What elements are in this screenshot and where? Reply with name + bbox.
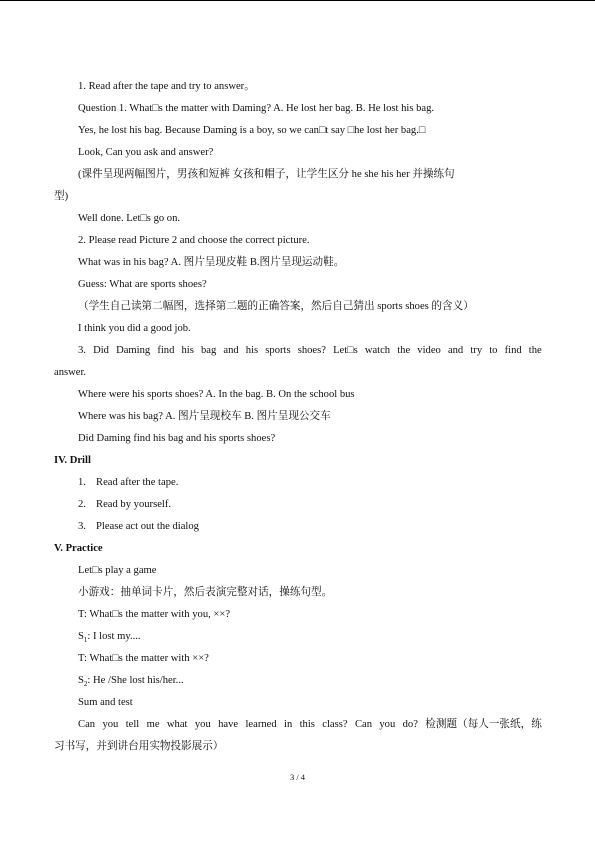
page-top-border <box>0 0 595 1</box>
paragraph: Let□s play a game <box>78 565 157 576</box>
paragraph: Question 1. What□s the matter with Daming? A. He lost her bag. B. He lost his bag. <box>78 103 435 114</box>
paragraph: 习书写，并到讲台用实物投影展示） <box>54 741 224 752</box>
paragraph: 型) <box>54 191 69 202</box>
word: this <box>299 719 315 730</box>
word: you <box>379 719 396 730</box>
word: me <box>146 719 160 730</box>
word: try <box>470 345 483 356</box>
paragraph: Yes, he lost his bag. Because Daming is a boy, so we can□t say □he lost her bag.□ <box>78 125 426 136</box>
word: bag <box>200 345 217 356</box>
word: his <box>245 345 259 356</box>
word: shoes? <box>297 345 326 356</box>
word: Can <box>354 719 373 730</box>
paragraph: Sum and test <box>78 697 133 708</box>
paragraph: Where were his sports shoes? A. In the bag. B. On the school bus <box>78 389 355 400</box>
word: have <box>218 719 239 730</box>
word: the <box>397 345 411 356</box>
dialog-line <box>78 630 141 647</box>
paragraph: Well done. Let□s go on. <box>78 213 181 224</box>
list-item <box>78 498 171 512</box>
paragraph: Look, Can you ask and answer? <box>78 147 214 158</box>
paragraph: 2. Please read Picture 2 and choose the correct picture. <box>78 235 310 246</box>
list-item <box>78 476 178 490</box>
list-number: 3. <box>78 521 86 532</box>
word: in <box>284 719 293 730</box>
dialog-text: : He /She lost his/her... <box>87 675 184 686</box>
speaker-letter: S <box>78 631 84 642</box>
word: learned <box>245 719 277 730</box>
paragraph: 1. Read after the tape and try to answer。 <box>78 81 255 92</box>
paragraph: Did Daming find his bag and his sports shoes? <box>78 433 276 444</box>
word: 3. <box>78 345 86 356</box>
justified-paragraph <box>78 344 542 358</box>
word: Let□s <box>333 345 358 356</box>
word: sports <box>265 345 291 356</box>
paragraph: (课件呈现两幅图片，男孩和短裤 女孩和帽子，让学生区分 he she his her 并操练句 <box>78 169 455 180</box>
word: his <box>181 345 194 356</box>
word: you <box>194 719 211 730</box>
list-number: 1. <box>78 477 86 488</box>
speaker-subscript: 1 <box>83 636 88 645</box>
word: Can <box>78 719 96 730</box>
paragraph: （学生自己读第二幅图，选择第二题的正确答案，然后自己猜出 sports shoes 的含义） <box>78 301 474 312</box>
paragraph: 小游戏：抽单词卡片，然后表演完整对话，操练句型。 <box>78 587 333 598</box>
word: and <box>447 345 464 356</box>
paragraph: T: What□s the matter with ××? <box>78 653 209 664</box>
word: and <box>223 345 239 356</box>
word: the <box>528 345 542 356</box>
word: tell <box>125 719 140 730</box>
justified-paragraph <box>78 718 542 732</box>
speaker-subscript: 2 <box>83 680 88 689</box>
dialog-text: : I lost my.... <box>87 631 141 642</box>
list-number: 2. <box>78 499 86 510</box>
word: Daming <box>116 345 151 356</box>
word: you <box>102 719 119 730</box>
speaker-letter: S <box>78 675 84 686</box>
word: what <box>166 719 188 730</box>
word: do? <box>402 719 418 730</box>
paragraph: Guess: What are sports shoes? <box>78 279 207 290</box>
paragraph: I think you did a good job. <box>78 323 191 334</box>
section-heading-practice: V. Practice <box>54 543 103 554</box>
word: find <box>157 345 175 356</box>
list-item-text: Read by yourself. <box>96 499 172 510</box>
list-item-text: Read after the tape. <box>96 477 179 488</box>
paragraph: answer. <box>54 367 87 378</box>
word: 检测题（每人一张纸，练 <box>425 719 542 730</box>
word: Did <box>93 345 109 356</box>
paragraph: What was in his bag? A. 图片呈现皮鞋 B.图片呈现运动鞋。 <box>78 257 345 268</box>
word: watch <box>364 345 391 356</box>
section-heading-drill: IV. Drill <box>54 455 91 466</box>
list-item-text: Please act out the dialog <box>96 521 199 532</box>
word: class? <box>322 719 348 730</box>
dialog-line <box>78 674 184 691</box>
word: video <box>417 345 441 356</box>
paragraph: Where was his bag? A. 图片呈现校车 B. 图片呈现公交车 <box>78 411 331 422</box>
paragraph: T: What□s the matter with you, ××? <box>78 609 231 620</box>
word: find <box>504 345 522 356</box>
word: to <box>489 345 498 356</box>
page-number: 3 / 4 <box>289 772 306 782</box>
list-item <box>78 520 199 534</box>
